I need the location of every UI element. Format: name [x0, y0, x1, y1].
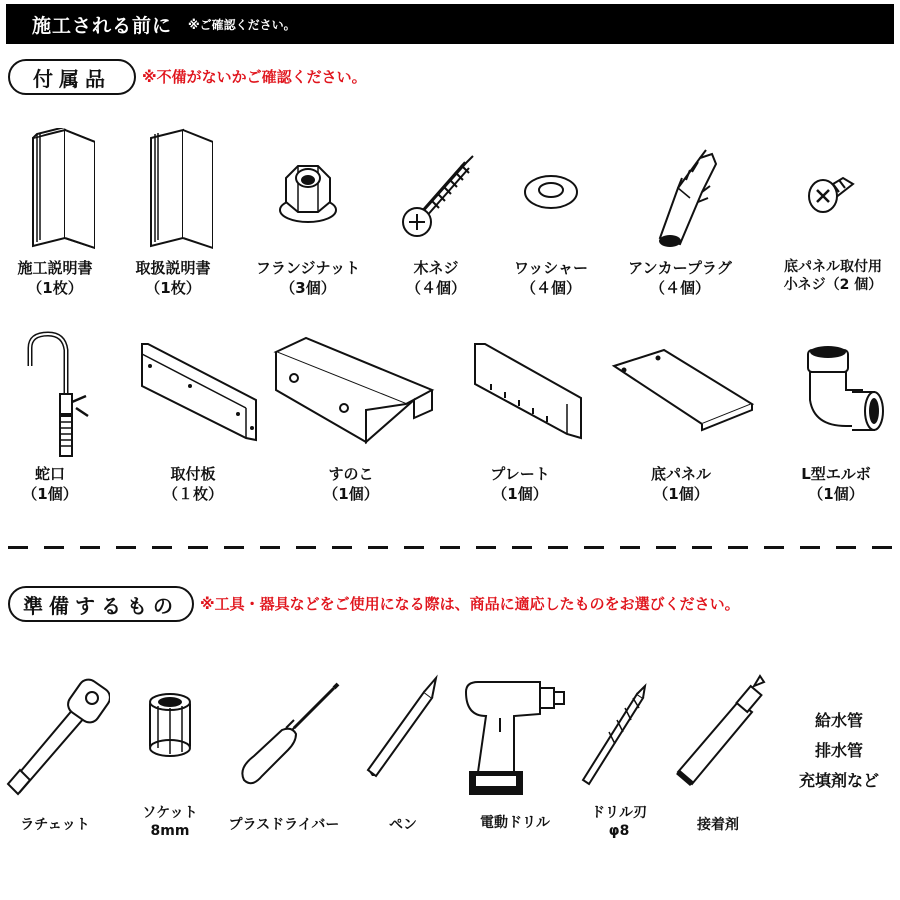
machine-screw-icon: [793, 128, 873, 258]
item-installation-manual: [0, 128, 110, 298]
tool-name: ドリル刃: [591, 805, 647, 821]
item-faucet: [0, 330, 100, 504]
misc-supply-pipe: 給水管: [814, 711, 863, 730]
pen-icon: [358, 672, 448, 802]
item-qty: （3個）: [280, 279, 336, 297]
tool-screwdriver: [214, 672, 354, 834]
tool-name: 電動ドリル: [480, 815, 550, 831]
header-bar: [6, 4, 894, 44]
tool-socket: [130, 672, 210, 840]
tool-name: ソケット: [142, 805, 198, 821]
item-qty: （1個）: [808, 485, 864, 503]
manual-icon: [133, 128, 213, 258]
tool-name: ラチェット: [20, 817, 90, 833]
item-flange-nut: [238, 128, 378, 298]
item-name: すのこ: [328, 465, 374, 483]
item-name: ワッシャー: [514, 259, 588, 277]
item-qty: （1個）: [492, 485, 548, 503]
item-qty: （１枚）: [162, 485, 223, 503]
bottom-panel-icon: [606, 330, 756, 464]
item-qty: （４個）: [520, 279, 581, 297]
item-qty: （４個）: [649, 279, 710, 297]
tool-drill-bit: [574, 672, 664, 840]
tool-name: ペン: [389, 817, 417, 833]
item-mounting-plate: [118, 330, 268, 504]
tool-drill: [460, 672, 570, 832]
ratchet-icon: [0, 672, 110, 802]
drill-bit-icon: [579, 672, 659, 802]
item-plate: [450, 330, 590, 504]
item-machine-screw: [766, 128, 900, 294]
item-name: フランジナット: [255, 259, 361, 277]
preparation-heading: 準備するもの: [8, 586, 194, 622]
preparation-note: ※工具・器具などをご使用になる際は、商品に適応したものをお選びください。: [200, 595, 740, 613]
plate-icon: [455, 330, 585, 464]
item-qty: （1個）: [22, 485, 78, 503]
item-qty: （1個）: [323, 485, 379, 503]
item-grate: [266, 330, 436, 504]
accessories-note: ※不備がないかご確認ください。: [142, 68, 367, 86]
header-title: 施工される前に: [32, 14, 173, 37]
manual-icon: [15, 128, 95, 258]
item-name: L型エルボ: [801, 465, 871, 483]
wood-screw-icon: [391, 128, 481, 258]
item-user-manual: [118, 128, 228, 298]
item-name: 底パネル: [650, 465, 711, 483]
tool-name: プラスドライバー: [228, 817, 340, 833]
misc-items: [780, 706, 898, 796]
glue-tube-icon: [668, 672, 768, 802]
item-anchor-plug: [610, 128, 750, 298]
accessories-heading: 付属品: [8, 59, 136, 95]
item-name: プレート: [490, 465, 550, 483]
mounting-plate-icon: [128, 330, 258, 464]
item-name: 底パネル取付用: [784, 259, 882, 275]
tool-glue: [668, 672, 768, 834]
faucet-icon: [0, 330, 100, 464]
item-wood-screw: [386, 128, 486, 298]
item-washer: [496, 128, 606, 298]
item-name: 取付板: [170, 465, 216, 483]
washer-icon: [511, 128, 591, 258]
socket-icon: [130, 672, 210, 802]
item-qty: （1枚）: [145, 279, 201, 297]
item-elbow: [776, 330, 896, 504]
item-name: 取扱説明書: [135, 259, 211, 277]
item-qty: 小ネジ（2 個）: [783, 277, 883, 293]
elbow-icon: [786, 330, 886, 464]
section-divider: [8, 546, 892, 549]
item-qty: （1枚）: [27, 279, 83, 297]
item-name: アンカープラグ: [628, 259, 732, 277]
item-qty: （４個）: [405, 279, 466, 297]
tool-ratchet: [0, 672, 110, 834]
item-name: 施工説明書: [17, 259, 93, 277]
screwdriver-icon: [224, 672, 344, 802]
tool-name2: 8mm: [150, 823, 190, 839]
grate-icon: [266, 330, 436, 464]
anchor-plug-icon: [630, 128, 730, 258]
item-qty: （1個）: [653, 485, 709, 503]
header-subtitle: ※ご確認ください。: [188, 17, 296, 32]
tool-name2: φ8: [608, 823, 630, 839]
item-name: 木ネジ: [413, 259, 459, 277]
misc-drain-pipe: 排水管: [814, 741, 863, 760]
misc-filler: 充填剤など: [798, 771, 879, 790]
flange-nut-icon: [268, 128, 348, 258]
tool-pen: [358, 672, 448, 834]
item-bottom-panel: [606, 330, 756, 504]
item-name: 蛇口: [34, 465, 65, 483]
tool-name: 接着剤: [697, 817, 739, 833]
drill-icon: [460, 672, 570, 802]
